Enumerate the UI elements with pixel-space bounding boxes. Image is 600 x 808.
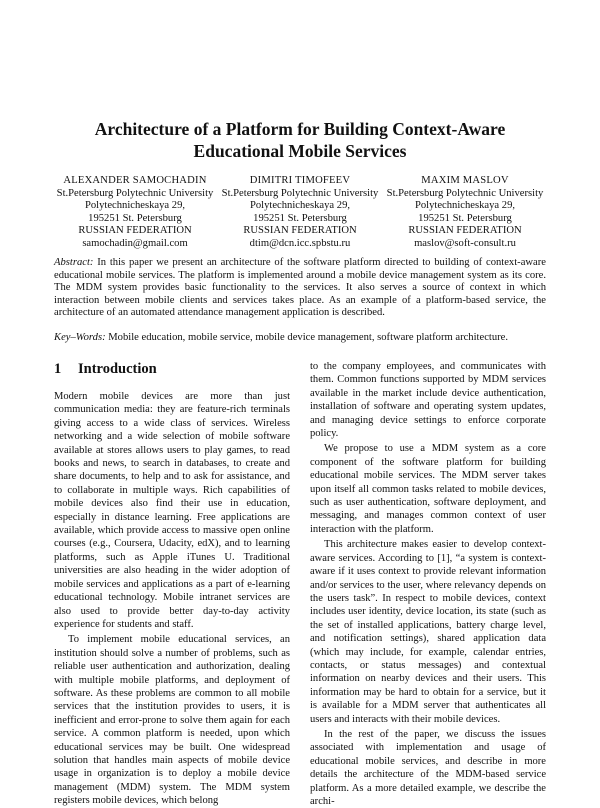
author-name: DIMITRI TIMOFEEV [249, 175, 351, 186]
author-2 [205, 175, 395, 251]
paper-title [40, 118, 560, 162]
author-email: samochadin@gmail.com [82, 237, 188, 249]
author-street: Polytechnicheskaya 29, [249, 200, 351, 212]
abstract-label: Abstract: [54, 257, 94, 268]
author-name: ALEXANDER SAMOCHADIN [63, 175, 207, 186]
author-email: dtim@dcn.icc.spbstu.ru [249, 237, 351, 249]
keywords-label: Key–Words: [54, 332, 106, 343]
paragraph-2: To implement mobile educational services, an institution should solve a number of problems, such as reliable user authentication and authorization, dealing with multiple mobile platforms, and deployment of software. As these problems are common to all mobile services that the institution provides to users, it is inefficient and error-prone to solve them again for each service. A common platform is needed, upon which educational services may be built. One widespread solution that handles main aspects of mobile device usage in organization is to deploy a mobile device management (MDM) system. The MDM system registers mobile devices, which belong [54, 634, 290, 807]
paragraph-5: In the rest of the paper, we discuss the issues associated with implementation and usage of educational mobile services, and describe in more details the architecture of the MDM-based service platform. As a more detailed example, we describe the archi- [310, 728, 546, 807]
paragraph-1: Modern mobile devices are more than just communication media: they are feature-rich terminals giving access to a wide class of services. Wireless networking and a wide selection of mobile software available at stores allows users to play games, to read books and news, to search in databases, to create and share documents, to help and to ask for assistance, and to collaborate in multiple ways. Rich capabilities of mobile devices also find their use in education, especially in distance learning. Free applications are available, which provide access to massive open online courses (e.g., Coursera, Udacity, edX), and to learning platforms, such as Apple iTunes U. Traditional universities are also heading in the wider adoption of mobile services and applications as a part of e-learning educational technology. Mobile intranet services are also used to provide better day-to-day activity experience for students and staff. [54, 391, 290, 630]
author-affiliation: St.Petersburg Polytechnic University [221, 187, 379, 199]
author-3 [370, 175, 560, 251]
author-country: RUSSIAN FEDERATION [408, 225, 522, 237]
author-affiliation: St.Petersburg Polytechnic University [56, 187, 214, 199]
author-affiliation: St.Petersburg Polytechnic University [386, 187, 544, 199]
paragraph-4: This architecture makes easier to develop context-aware services. According to [1], “a system is context-aware if it uses context to provide relevant information and/or services to the user, where relevancy depends on the users task”. In respect to mobile devices, context includes user identity, device location, its state (such as the set of installed applications, battery charge level, and notification settings), shared application data (which may include, for example, calendar entries, contacts, or status messages) and contextual information on nearby devices and their users. This information may be hard to obtain for a service, but it is available for a MDM server that authenticates all users and interacts with their mobile devices. [310, 539, 546, 725]
author-city: 195251 St. Petersburg [88, 212, 182, 224]
title-line-2: Educational Mobile Services [193, 141, 407, 161]
abstract-text: In this paper we present an architecture of the software platform directed to building of context-aware educational mobile services. The platform is implemented around a mobile device management system as its core. The MDM system provides basic functionality to the services. It also serves a source of context in which interaction between mobile clients and services takes place. As an example of a platform-based service, the architecture of an automated attendance management application is described. [54, 257, 546, 319]
section-heading [54, 360, 290, 378]
author-country: RUSSIAN FEDERATION [78, 225, 192, 237]
author-street: Polytechnicheskaya 29, [414, 200, 516, 212]
paragraph-3: We propose to use a MDM system as a core component of the software platform for building educational mobile services. The MDM server takes upon itself all common tasks related to mobile devices, such as user authentication, software deployment, and messaging, and manages common context of user interaction with the platform. [310, 443, 546, 535]
right-column [310, 360, 546, 808]
section-number: 1 [54, 361, 62, 377]
abstract [54, 257, 546, 320]
author-1 [40, 175, 230, 251]
author-country: RUSSIAN FEDERATION [243, 225, 357, 237]
author-email: maslov@soft-consult.ru [414, 237, 516, 249]
keywords [54, 332, 546, 345]
paragraph-2-continued: to the company employees, and communicates with them. Common functions supported by MDM services available in the market include device authentication, installation of software and operating system updates, and managing device settings to enforce corporate policy. [310, 361, 546, 440]
author-city: 195251 St. Petersburg [253, 212, 347, 224]
section-title: Introduction [78, 361, 157, 377]
keywords-text: Mobile education, mobile service, mobile device management, software platform architecture. [108, 332, 509, 343]
left-column [54, 357, 290, 808]
author-city: 195251 St. Petersburg [418, 212, 512, 224]
title-line-1: Architecture of a Platform for Building Context-Aware [94, 119, 506, 139]
author-street: Polytechnicheskaya 29, [84, 200, 186, 212]
author-name: MAXIM MASLOV [421, 175, 509, 186]
